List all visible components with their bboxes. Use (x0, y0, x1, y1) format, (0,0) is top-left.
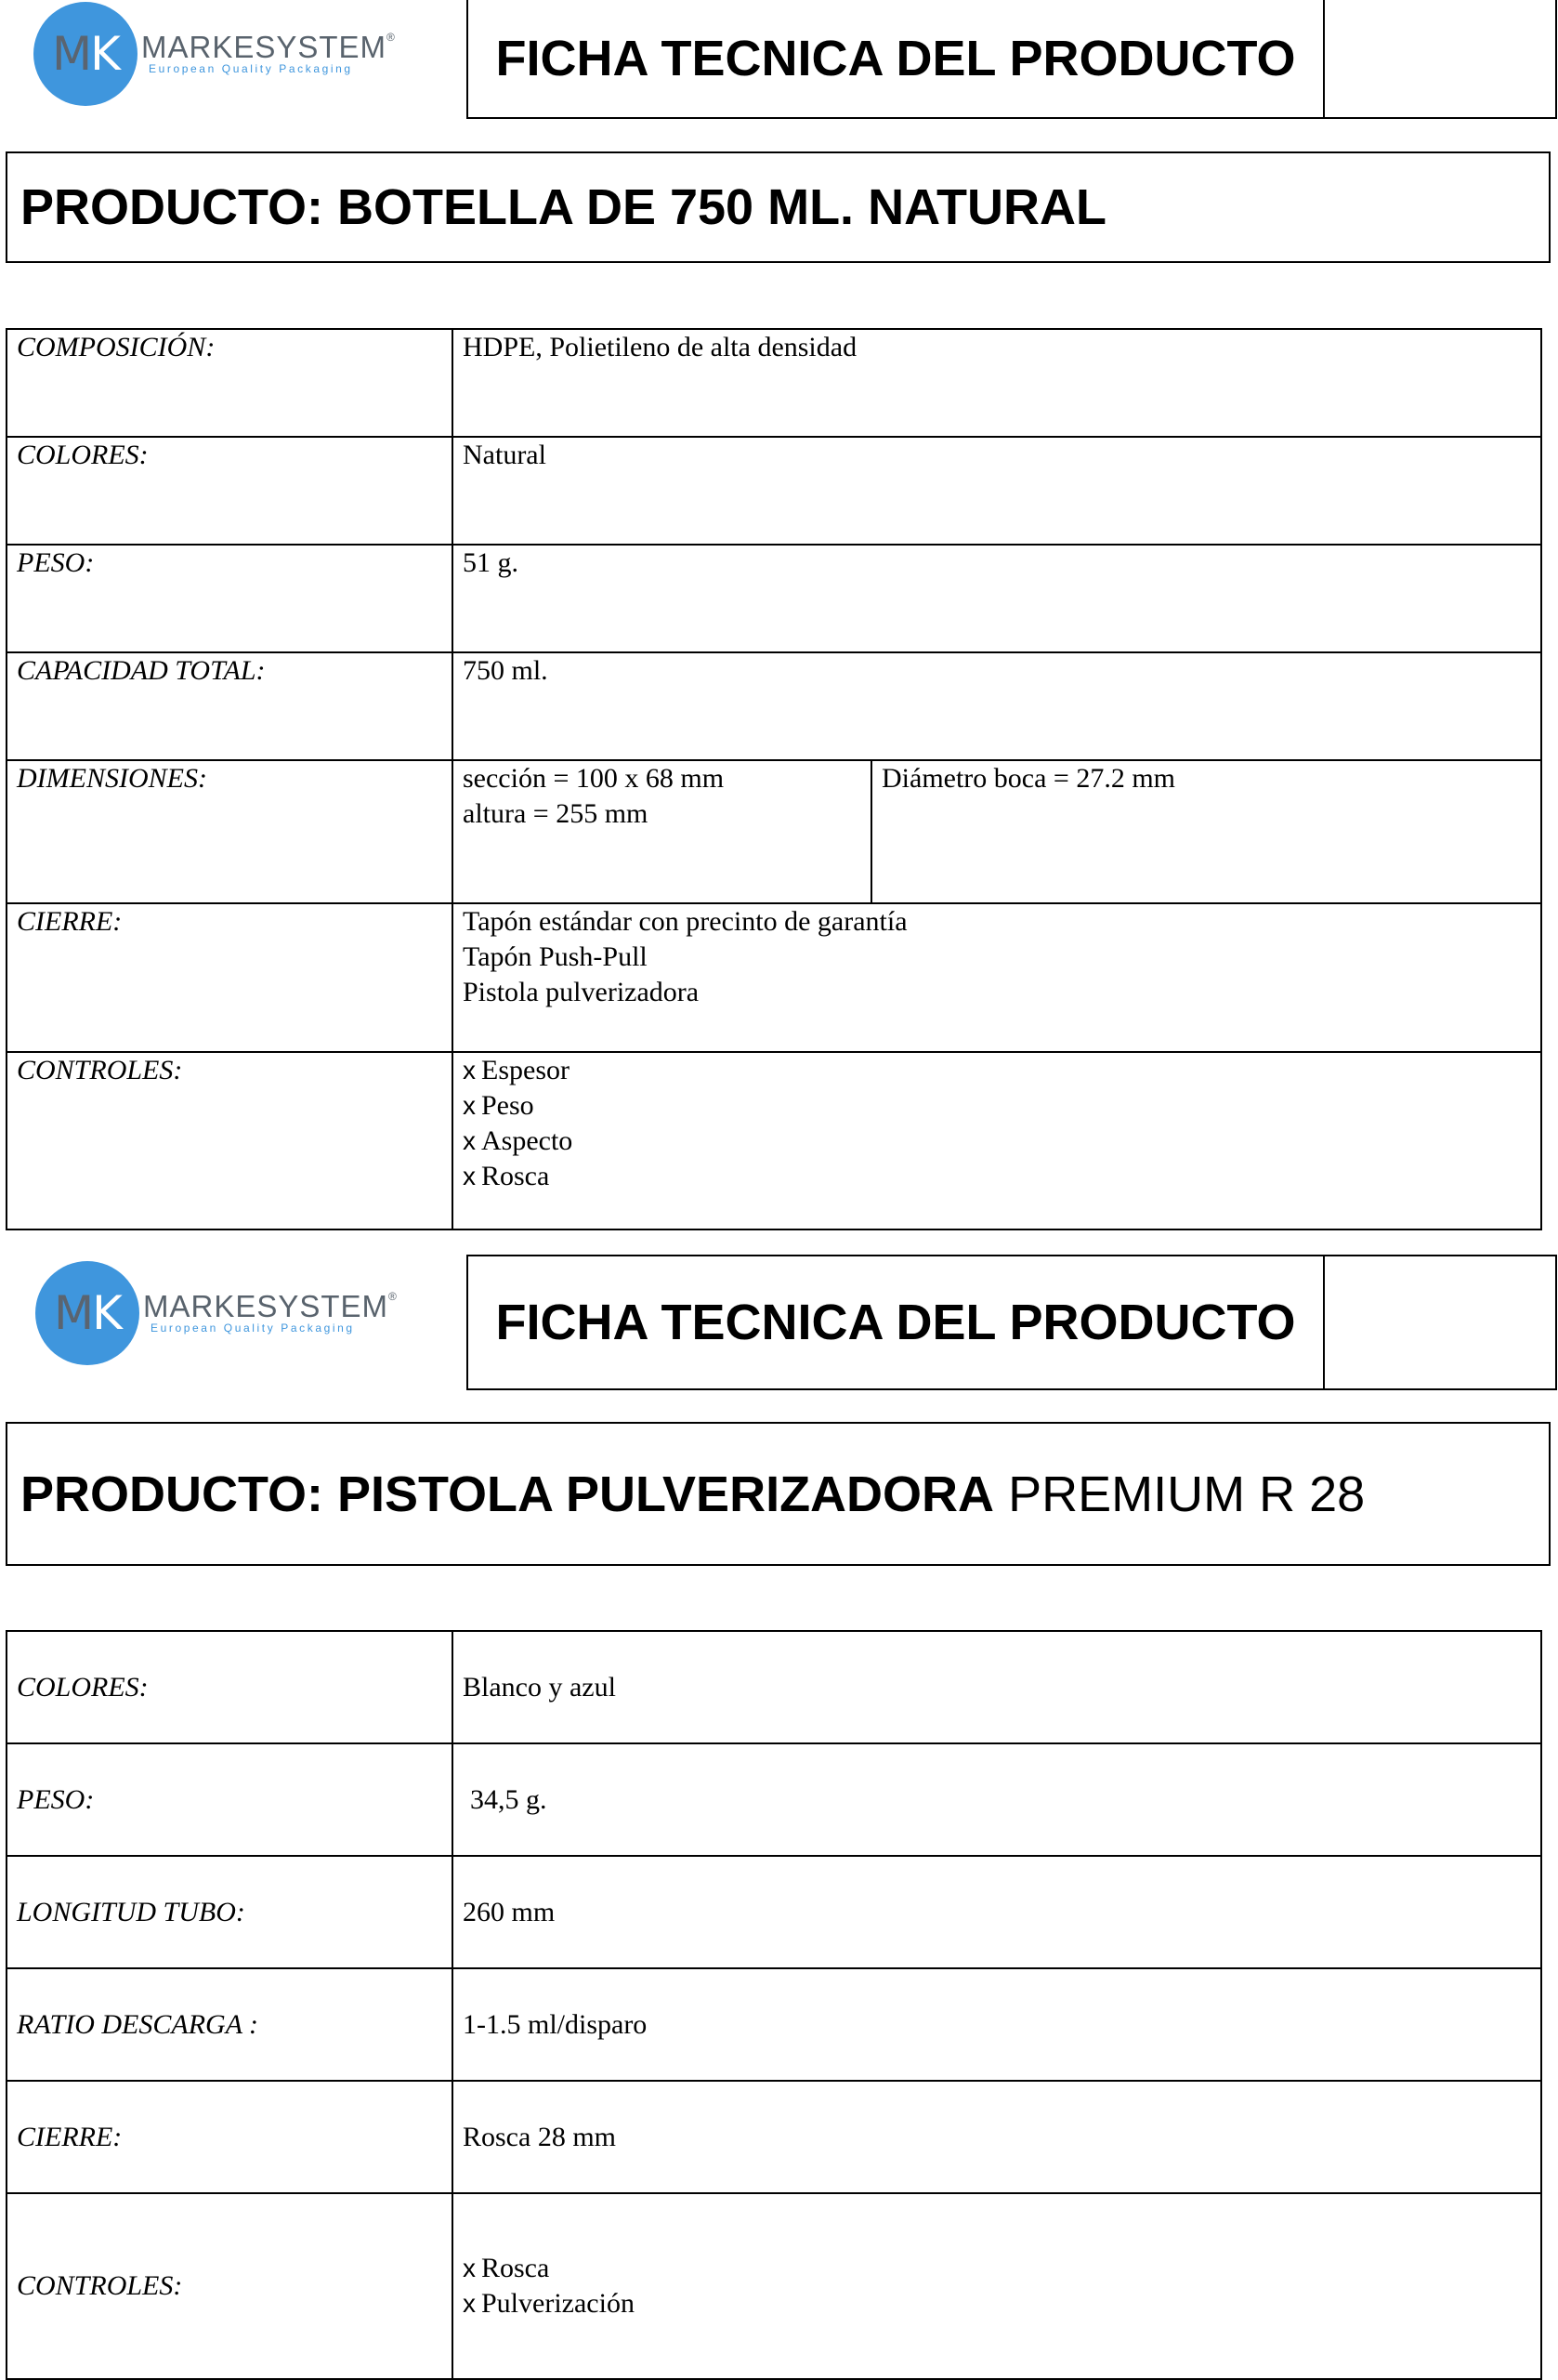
closure-option: Tapón estándar con precinto de garantía (463, 906, 908, 937)
table-row (7, 1743, 1541, 1856)
x-mark-icon: x (463, 1091, 476, 1120)
row-value: 51 g. (452, 545, 1541, 652)
registered-mark: ® (388, 1290, 398, 1304)
row-label: DIMENSIONES: (7, 760, 452, 903)
logo-monogram: M K (33, 2, 137, 106)
row-label: CIERRE: (7, 2081, 452, 2193)
table-row (7, 1631, 1541, 1743)
table-row (7, 437, 1541, 545)
closure-option: Tapón Push-Pull (463, 941, 648, 972)
dimension-section: sección = 100 x 68 mm (463, 763, 725, 794)
dimension-mouth: Diámetro boca = 27.2 mm (871, 760, 1541, 903)
table-row (7, 2081, 1541, 2193)
row-value: 34,5 g. (452, 1743, 1541, 1856)
row-value: 1-1.5 ml/disparo (452, 1968, 1541, 2081)
header-empty-cell (1323, 1255, 1557, 1390)
row-label: CONTROLES: (7, 2193, 452, 2379)
row-value (452, 760, 871, 903)
logo-tagline: European Quality Packaging (149, 62, 353, 76)
row-label: CIERRE: (7, 903, 452, 1052)
row-label: RATIO DESCARGA : (7, 1968, 452, 2081)
list-item: x Rosca (463, 2253, 550, 2283)
closure-option: Pistola pulverizadora (463, 977, 700, 1007)
header-title: FICHA TECNICA DEL PRODUCTO (466, 0, 1325, 119)
table-row (7, 2193, 1541, 2379)
logo-name: MARKESYSTEM (143, 1289, 389, 1324)
row-value (452, 903, 1541, 1052)
spec-table (6, 328, 1542, 1230)
row-value (452, 2193, 1541, 2379)
list-item: x Pulverización (463, 2288, 635, 2319)
row-label: CAPACIDAD TOTAL: (7, 652, 452, 760)
logo-monogram: M K (35, 1261, 139, 1365)
x-mark-icon: x (463, 1056, 476, 1085)
registered-mark: ® (386, 31, 396, 45)
table-row (7, 903, 1541, 1052)
row-value: Natural (452, 437, 1541, 545)
header-empty-cell (1323, 0, 1557, 119)
row-value: Rosca 28 mm (452, 2081, 1541, 2193)
x-mark-icon: x (463, 1162, 476, 1190)
dimension-height: altura = 255 mm (463, 798, 648, 829)
product-title: PRODUCTO: PISTOLA PULVERIZADORA PREMIUM R 28 (6, 1422, 1551, 1566)
list-item: x Rosca (463, 1161, 550, 1191)
row-label: CONTROLES: (7, 1052, 452, 1229)
row-value: HDPE, Polietileno de alta densidad (452, 329, 1541, 437)
row-label: COLORES: (7, 437, 452, 545)
row-value: Blanco y azul (452, 1631, 1541, 1743)
row-value: 750 ml. (452, 652, 1541, 760)
table-row (7, 652, 1541, 760)
company-logo (33, 2, 396, 106)
list-item: x Espesor (463, 1055, 570, 1085)
row-label: PESO: (7, 1743, 452, 1856)
row-label: PESO: (7, 545, 452, 652)
row-value (452, 1052, 1541, 1229)
table-row (7, 545, 1541, 652)
logo-name: MARKESYSTEM (141, 30, 387, 65)
logo-tagline: European Quality Packaging (151, 1321, 355, 1335)
table-row (7, 1052, 1541, 1229)
row-value: 260 mm (452, 1856, 1541, 1968)
list-item: x Peso (463, 1090, 534, 1121)
spec-table (6, 1630, 1542, 2380)
table-row (7, 329, 1541, 437)
table-row (7, 1856, 1541, 1968)
x-mark-icon: x (463, 1126, 476, 1155)
row-label: COMPOSICIÓN: (7, 329, 452, 437)
x-mark-icon: x (463, 2254, 476, 2282)
company-logo (35, 1261, 398, 1365)
table-row (7, 1968, 1541, 2081)
list-item: x Aspecto (463, 1125, 573, 1156)
row-label: COLORES: (7, 1631, 452, 1743)
header-title: FICHA TECNICA DEL PRODUCTO (466, 1255, 1325, 1390)
product-title: PRODUCTO: BOTELLA DE 750 ML. NATURAL (6, 151, 1551, 263)
row-label: LONGITUD TUBO: (7, 1856, 452, 1968)
x-mark-icon: x (463, 2289, 476, 2318)
table-row (7, 760, 1541, 903)
